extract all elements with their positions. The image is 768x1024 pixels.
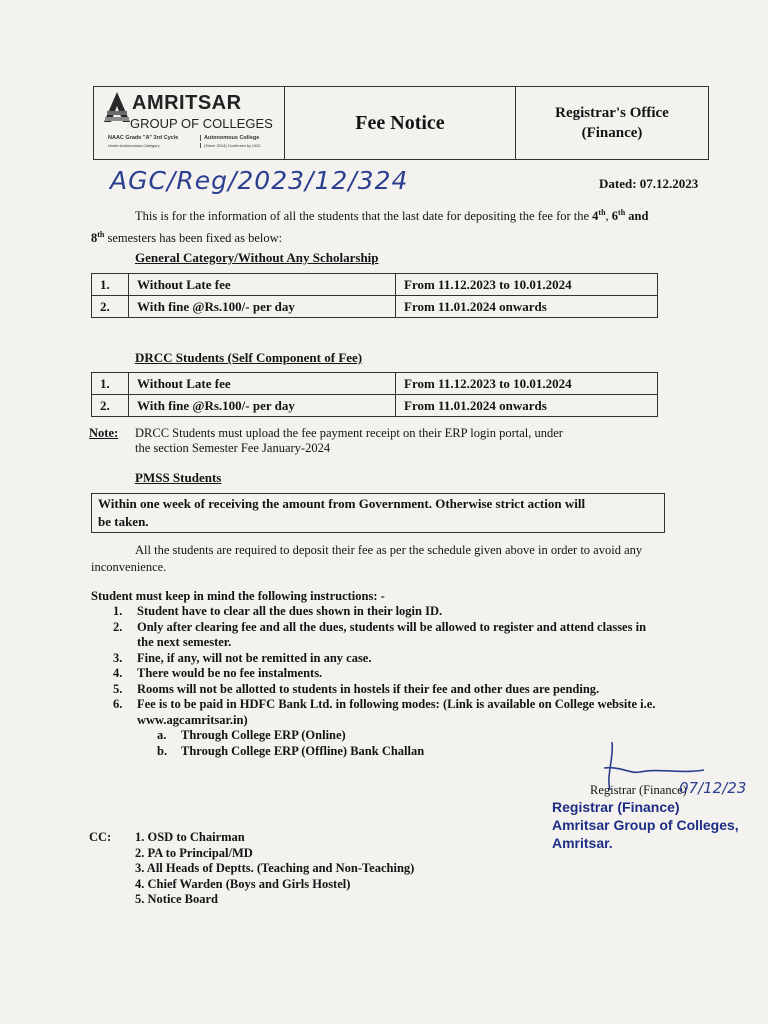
row-number: 1.	[92, 274, 129, 296]
cc-label: CC:	[89, 830, 112, 844]
list-item: 1. OSD to Chairman	[135, 830, 245, 844]
logo-naac-small: Under Autonomous Category	[108, 143, 160, 148]
list-item: 4. There would be no fee instalments.	[113, 666, 323, 680]
logo-a-icon	[103, 91, 131, 123]
instructions-heading: Student must keep in mind the following instructions: -	[91, 589, 385, 603]
note-label: Note:	[89, 426, 119, 440]
pmss-line-2: be taken.	[98, 514, 149, 529]
list-item: 1. Student have to clear all the dues shown in their login ID.	[113, 604, 443, 618]
row-label: With fine @Rs.100/- per day	[129, 395, 396, 417]
row-label: Without Late fee	[129, 373, 396, 395]
header-box	[93, 86, 709, 160]
semester-8: 8th	[91, 230, 105, 246]
drcc-heading: DRCC Students (Self Component of Fee)	[135, 350, 363, 365]
list-item: 5. Notice Board	[135, 892, 218, 906]
closing-line-1: All the students are required to deposit their fee as per the schedule given above in order to avoid any	[135, 543, 643, 557]
table-row	[92, 395, 658, 417]
and-text: and	[625, 209, 649, 224]
row-number: 1.	[92, 373, 129, 395]
list-item: 5. Rooms will not be allotted to students in hostels if their fee and other dues are pending.	[113, 681, 600, 696]
stamp-line-1: Registrar (Finance)	[552, 799, 680, 815]
notice-date: Dated: 07.12.2023	[599, 176, 699, 191]
reference-number: AGC/Reg/2023/12/324	[110, 166, 409, 195]
list-item: 3. All Heads of Deptts. (Teaching and Non-Teaching)	[135, 861, 415, 875]
intro-line-1: This is for the information of all the students that the last date for depositing the fee for the 4th, 6th and	[135, 208, 649, 224]
stamp-line-3: Amritsar.	[552, 835, 613, 851]
row-date: From 11.01.2024 onwards	[396, 395, 658, 417]
list-item: a. Through College ERP (Online)	[157, 728, 346, 742]
list-item: 3. Fine, if any, will not be remitted in any case.	[113, 650, 372, 665]
office-line-1: Registrar's Office	[555, 105, 669, 121]
list-item: 4. Chief Warden (Boys and Girls Hostel)	[135, 876, 351, 891]
college-logo	[94, 87, 285, 159]
logo-autonomous-small: (Since 2014) Conferred by UGC	[200, 143, 261, 148]
intro-line-2: 8th semesters has been fixed as below:	[91, 230, 283, 246]
drcc-note	[135, 426, 563, 456]
logo-name: AMRITSAR	[132, 92, 242, 114]
general-fee-table	[91, 273, 658, 318]
instructions-list	[113, 604, 713, 759]
logo-autonomous-text: Autonomous College	[200, 135, 259, 141]
list-item: 2. Only after clearing fee and all the dues, students will be allowed to register and attend classes in the next semester.	[113, 619, 647, 649]
row-number: 2.	[92, 395, 129, 417]
office-line-2: (Finance)	[581, 125, 643, 141]
office-block	[516, 87, 708, 159]
logo-naac-text: NAAC Grade "A" 3rd Cycle	[108, 135, 179, 141]
semester-4: 4th	[592, 208, 606, 224]
cc-list	[135, 830, 414, 908]
stamp-line-2: Amritsar Group of Colleges,	[552, 817, 739, 833]
general-heading: General Category/Without Any Scholarship	[135, 250, 379, 265]
list-item: b. Through College ERP (Offline) Bank Challan	[157, 743, 425, 758]
notice-title: Fee Notice	[285, 87, 516, 159]
pmss-line-1: Within one week of receiving the amount from Government. Otherwise strict action will	[98, 496, 586, 511]
row-label: With fine @Rs.100/- per day	[129, 296, 396, 318]
closing-line-2: inconvenience.	[91, 560, 167, 574]
row-label: Without Late fee	[129, 274, 396, 296]
signatory-designation: Registrar (Finance)	[590, 783, 687, 797]
note-line-2: the section Semester Fee January-2024	[135, 441, 331, 455]
table-row	[92, 274, 658, 296]
row-number: 2.	[92, 296, 129, 318]
row-date: From 11.12.2023 to 10.01.2024	[396, 373, 658, 395]
row-date: From 11.01.2024 onwards	[396, 296, 658, 318]
drcc-fee-table	[91, 372, 658, 417]
semester-6: 6th	[611, 208, 626, 224]
table-row	[92, 296, 658, 318]
row-date: From 11.12.2023 to 10.01.2024	[396, 274, 658, 296]
signature-date: 07/12/23	[679, 779, 747, 797]
logo-subtitle: GROUP OF COLLEGES	[130, 116, 273, 131]
table-row	[92, 373, 658, 395]
list-item: 2. PA to Principal/MD	[135, 845, 253, 860]
official-stamp	[552, 798, 739, 852]
note-line-1: DRCC Students must upload the fee payment receipt on their ERP login portal, under	[135, 426, 563, 440]
list-item: 6. Fee is to be paid in HDFC Bank Ltd. in following modes: (Link is available on College website i.e. www.agcamritsar.in) a. Through College ERP (Online) b. Through College ERP (Offline) Bank Challan	[113, 697, 713, 759]
pmss-heading: PMSS Students	[135, 470, 222, 485]
intro-text: This is for the information of all the students that the last date for depositing the fee for the	[135, 209, 593, 224]
pmss-box	[91, 493, 665, 533]
